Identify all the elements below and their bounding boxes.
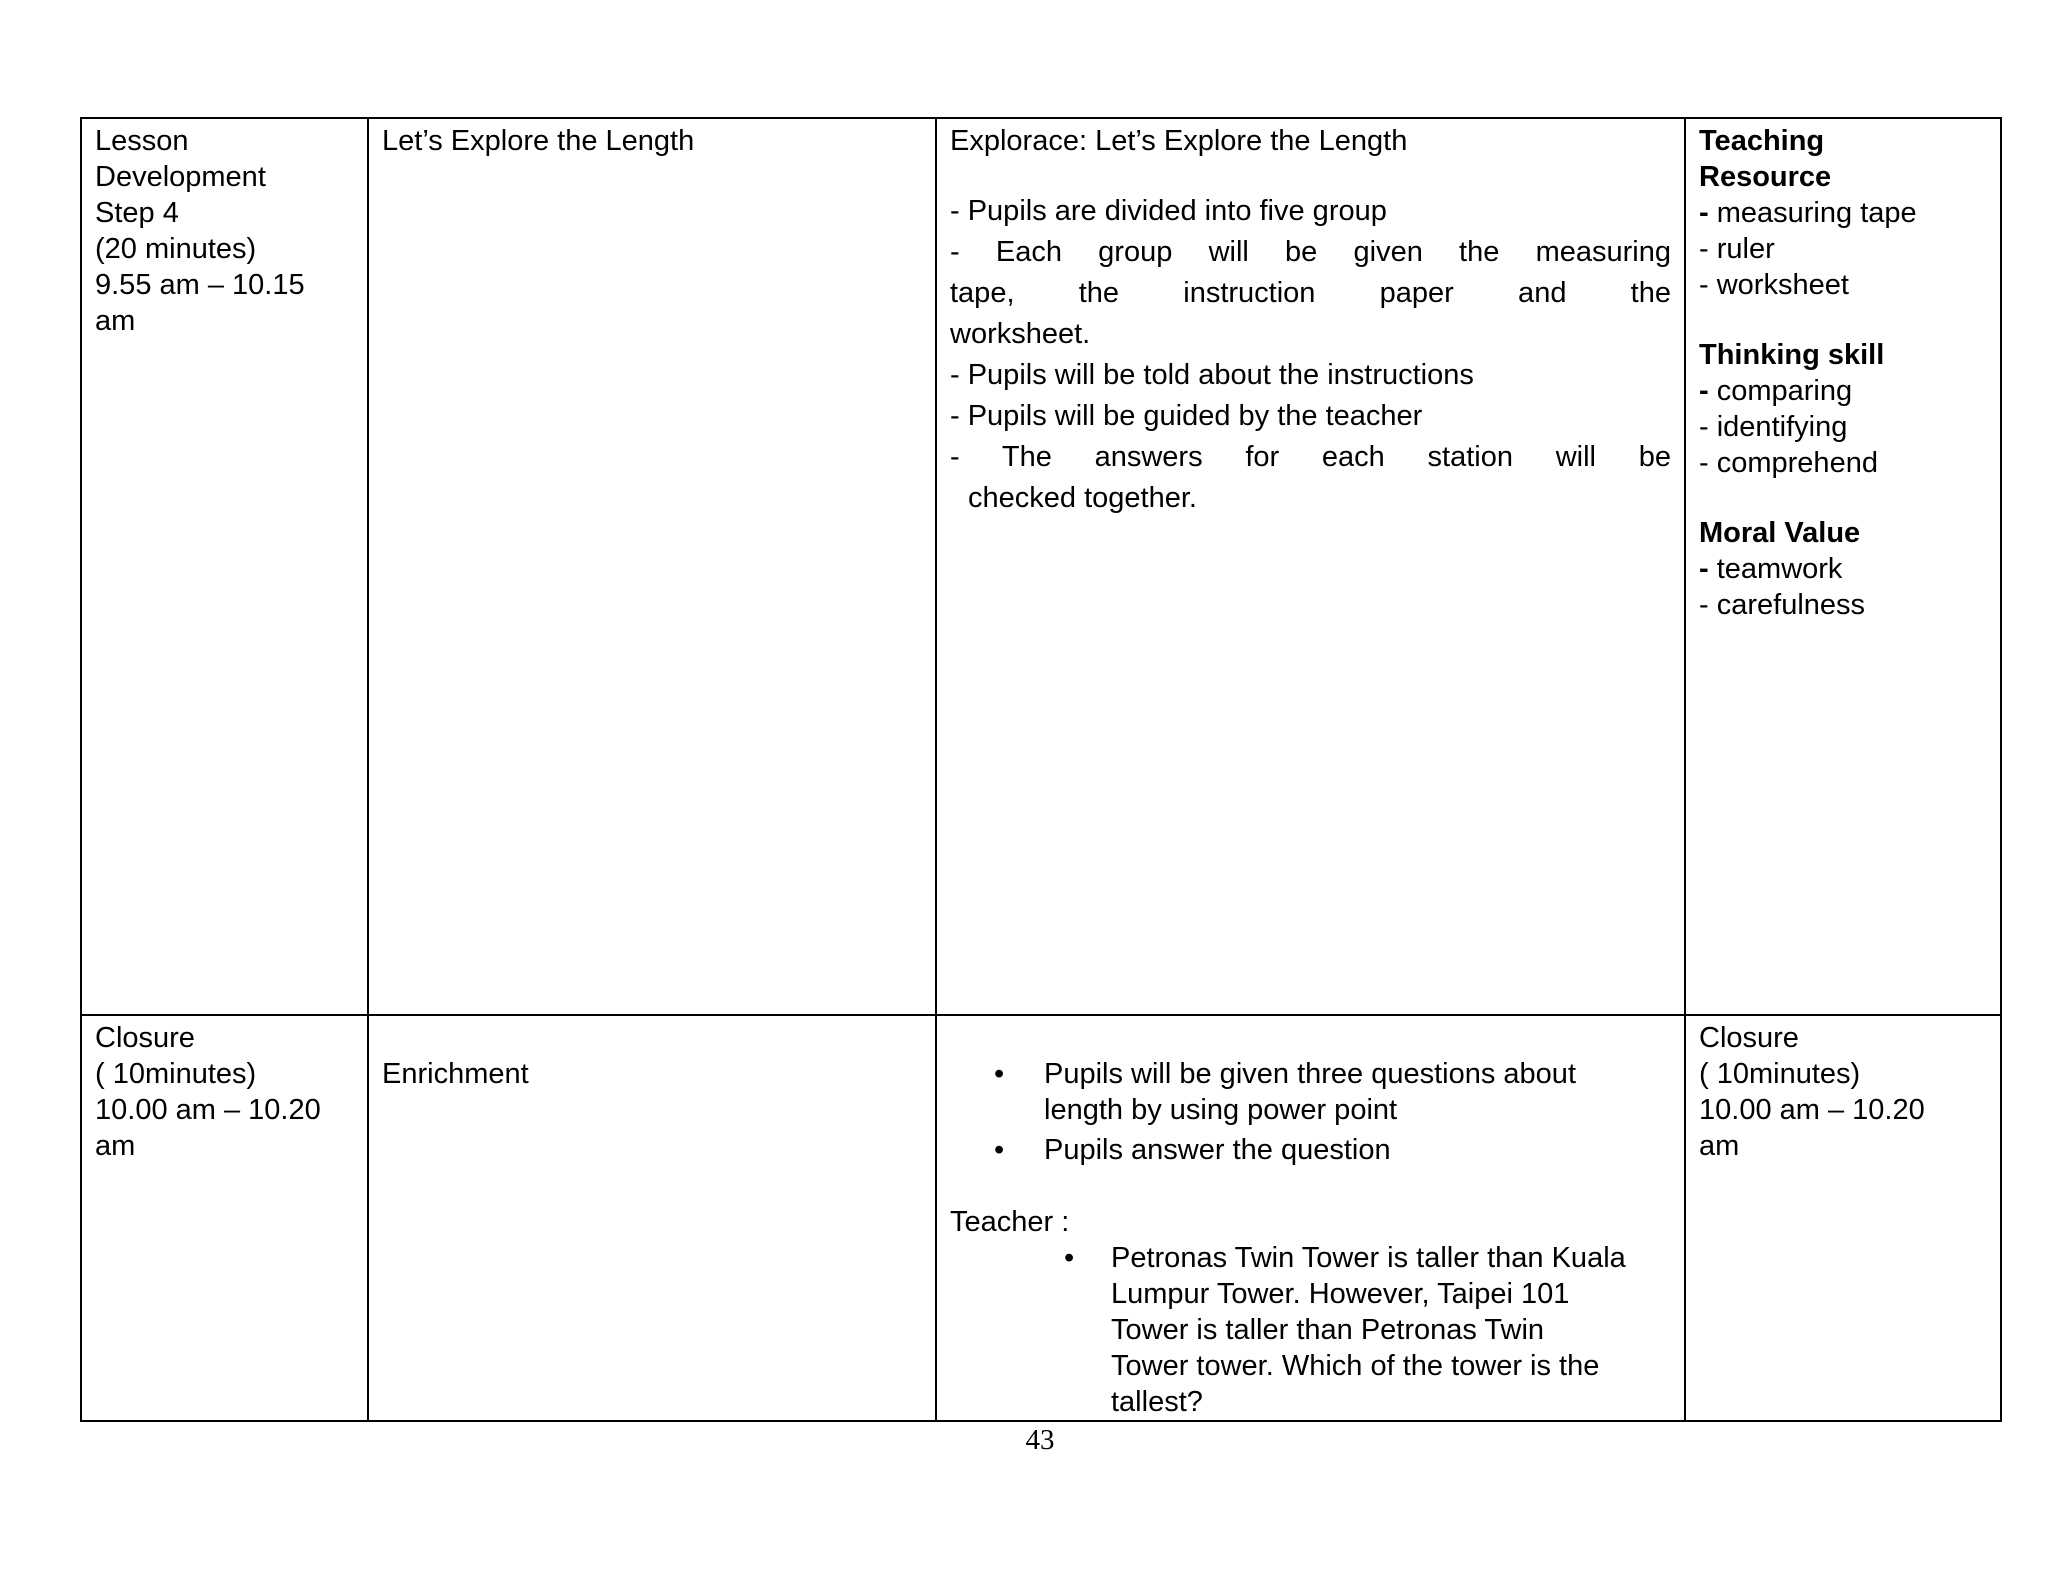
- activity-item: - Pupils are divided into five group: [950, 195, 1387, 227]
- remarks-line: am: [1699, 1130, 1740, 1162]
- teacher-label: Teacher :: [950, 1206, 1070, 1238]
- activity-item: - Pupils will be told about the instructions: [950, 359, 1474, 391]
- stage-line: Step 4: [95, 197, 179, 229]
- table-row: [81, 1015, 2001, 1421]
- activity-item: - The answers for each station will be: [950, 441, 1671, 473]
- activity-title: Explorace: Let’s Explore the Length: [950, 125, 1408, 157]
- resource-item: - measuring tape: [1699, 197, 1917, 229]
- bullet-icon: •: [994, 1058, 1005, 1090]
- remarks-cell: [1685, 118, 2001, 1015]
- activity-cell: [936, 118, 1685, 1015]
- content-cell: [368, 118, 936, 1015]
- table-row: [81, 118, 2001, 1015]
- remarks-line: ( 10minutes): [1699, 1058, 1861, 1090]
- stage-line: 10.00 am – 10.20: [95, 1094, 321, 1126]
- teacher-bullet-list: [950, 1240, 1671, 1420]
- stage-line: Lesson: [95, 125, 189, 157]
- stage-line: (20 minutes): [95, 233, 257, 265]
- stage-line: Development: [95, 161, 266, 193]
- stage-cell: [81, 1015, 368, 1421]
- remarks-line: Closure: [1699, 1022, 1799, 1054]
- teaching-resource-heading: Teaching: [1699, 125, 1825, 157]
- stage-cell: [81, 118, 368, 1015]
- moral-value-item: - carefulness: [1699, 589, 1866, 621]
- thinking-skill-item: - comparing: [1699, 375, 1853, 407]
- activity-item: - Each group will be given the measuring: [950, 236, 1671, 268]
- activity-cell: [936, 1015, 1685, 1421]
- stage-line: 9.55 am – 10.15: [95, 269, 305, 301]
- bullet-icon: •: [994, 1134, 1005, 1166]
- remarks-line: 10.00 am – 10.20: [1699, 1094, 1925, 1126]
- stage-line: am: [95, 305, 136, 337]
- content-title: Let’s Explore the Length: [382, 125, 695, 157]
- list-item: • Pupils will be given three questions about length by using power point: [994, 1058, 1576, 1126]
- activity-bullet-list: [950, 1056, 1671, 1168]
- activity-item: worksheet.: [950, 318, 1091, 350]
- activity-item: checked together.: [968, 482, 1197, 514]
- list-item: • Petronas Twin Tower is taller than Kuala Lumpur Tower. However, Taipei 101 Tower is taller than Petronas Twin Tower tower. Which of the tower is the tallest?: [1064, 1242, 1626, 1418]
- stage-line: Closure: [95, 1022, 195, 1054]
- content-title: Enrichment: [382, 1058, 529, 1090]
- list-item: • Pupils answer the question: [994, 1134, 1391, 1166]
- activity-item: - Pupils will be guided by the teacher: [950, 400, 1423, 432]
- thinking-skill-heading: Thinking skill: [1699, 339, 1885, 371]
- teaching-resource-heading: Resource: [1699, 161, 1832, 193]
- resource-item: - ruler: [1699, 233, 1775, 265]
- thinking-skill-item: - identifying: [1699, 411, 1848, 443]
- remarks-cell: [1685, 1015, 2001, 1421]
- lesson-plan-table: [80, 117, 2002, 1422]
- bullet-icon: •: [1064, 1242, 1075, 1274]
- moral-value-heading: Moral Value: [1699, 517, 1861, 549]
- stage-line: am: [95, 1130, 136, 1162]
- thinking-skill-item: - comprehend: [1699, 447, 1878, 479]
- stage-line: ( 10minutes): [95, 1058, 257, 1090]
- content-cell: [368, 1015, 936, 1421]
- moral-value-item: - teamwork: [1699, 553, 1843, 585]
- page-number: 43: [1025, 1424, 1055, 1456]
- resource-item: - worksheet: [1699, 269, 1849, 301]
- activity-item: tape, the instruction paper and the: [950, 277, 1671, 309]
